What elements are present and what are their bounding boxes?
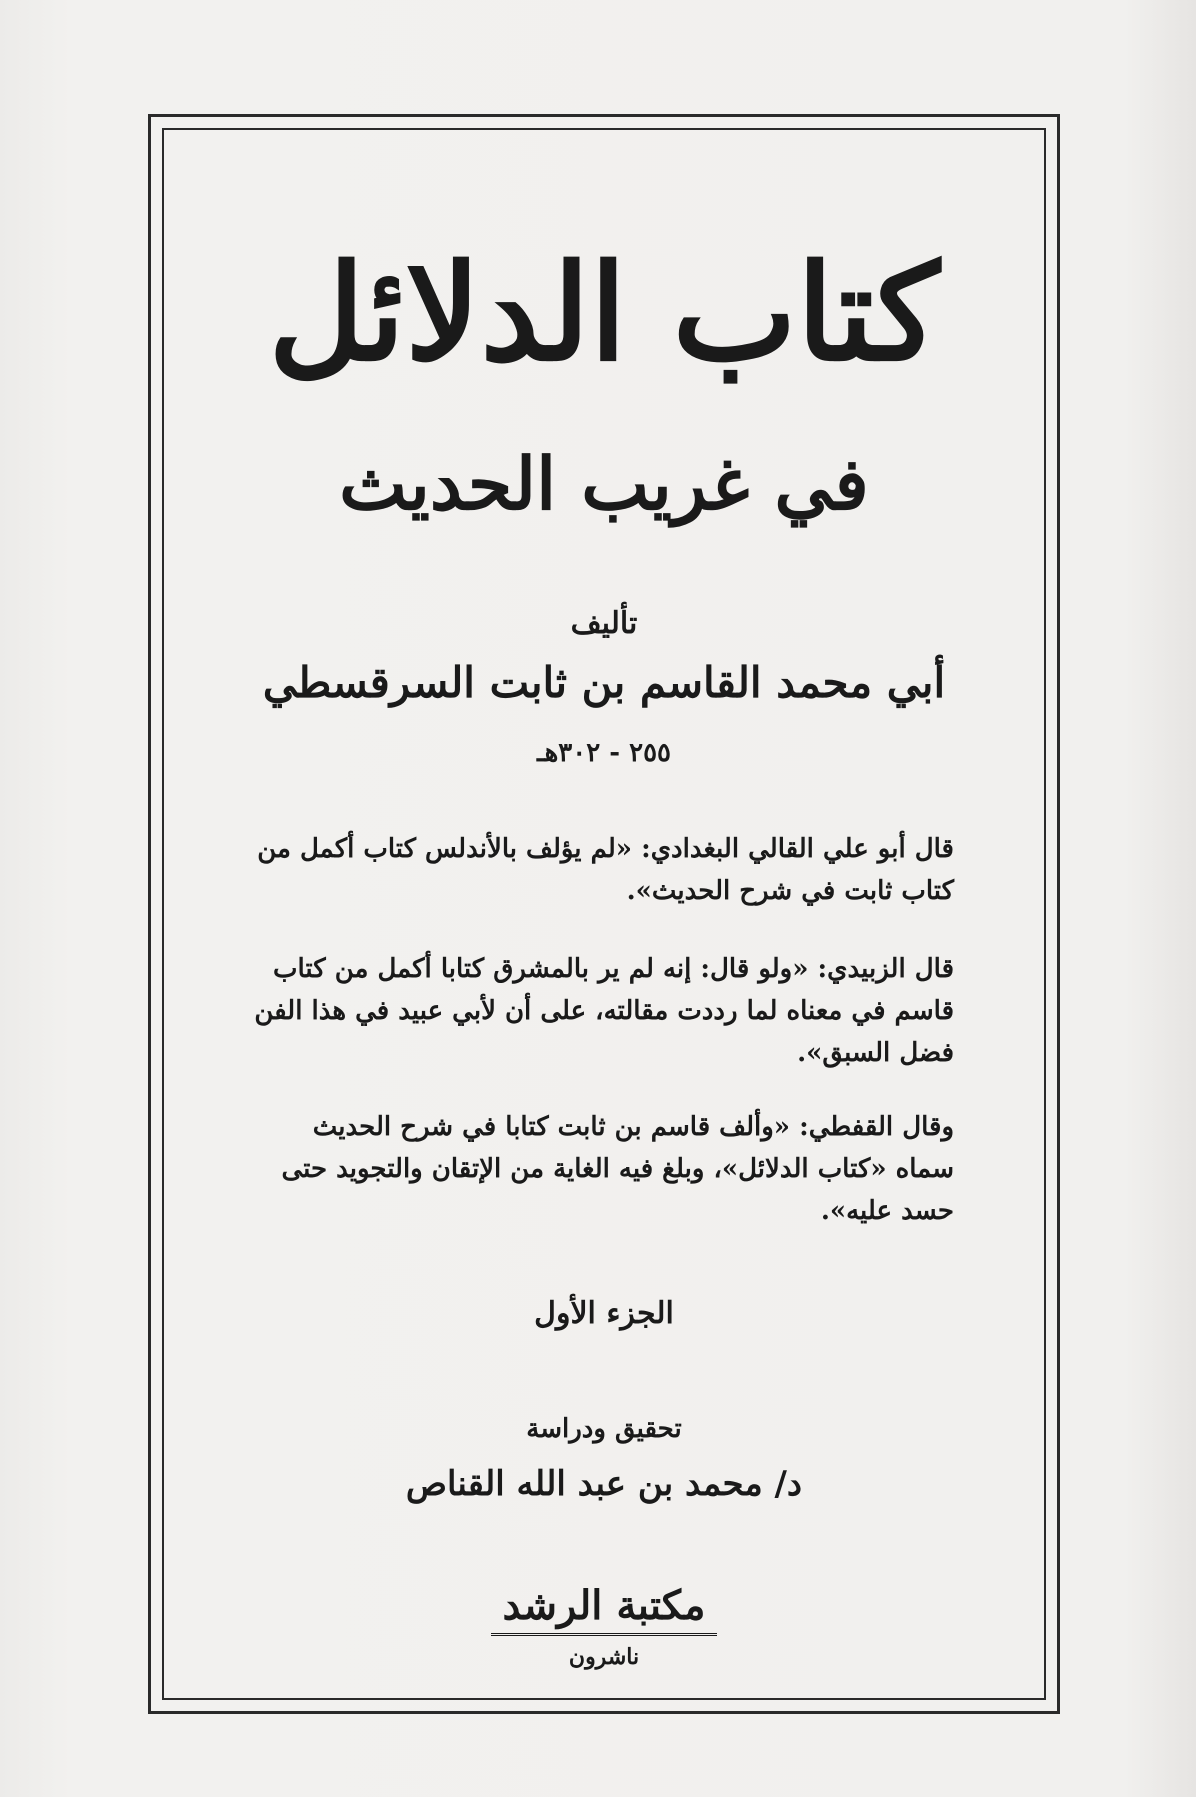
authored-by-label: تأليف [570, 606, 638, 641]
author-dates: ٢٥٥ - ٣٠٢هـ [536, 738, 672, 768]
publisher-logo-text: مكتبة الرشد [491, 1580, 718, 1636]
author-name: أبي محمد القاسم بن ثابت السرقسطي [262, 658, 946, 707]
publishers-label: ناشرون [568, 1644, 640, 1670]
book-subtitle: في غريب الحديث [339, 441, 869, 526]
volume-label: الجزء الأول [534, 1296, 674, 1331]
editing-label: تحقيق ودراسة [526, 1414, 682, 1444]
quote-zubaydi: قال الزبيدي: «ولو قال: إنه لم ير بالمشرق كتابا أكمل من كتاب قاسم في معناه لما رددت مقالته، على أن لأبي عبيد في هذا الفن فضل السبق». [254, 954, 954, 1069]
quote-qali: قال أبو علي القالي البغدادي: «لم يؤلف بالأندلس كتاب أكمل من كتاب ثابت في شرح الحديث». [257, 834, 954, 907]
quote-qifti: وقال القفطي: «وألف قاسم بن ثابت كتابا في شرح الحديث سماه «كتاب الدلائل»، وبلغ فيه الغاية من الإتقان والتجويد حتى حسد عليه». [281, 1112, 954, 1227]
publisher-logo [162, 1580, 1046, 1636]
editor-name: د/ محمد بن عبد الله القناص [405, 1464, 803, 1504]
title-page-content [162, 128, 1046, 1700]
book-title: كتاب الدلائل [268, 236, 940, 391]
